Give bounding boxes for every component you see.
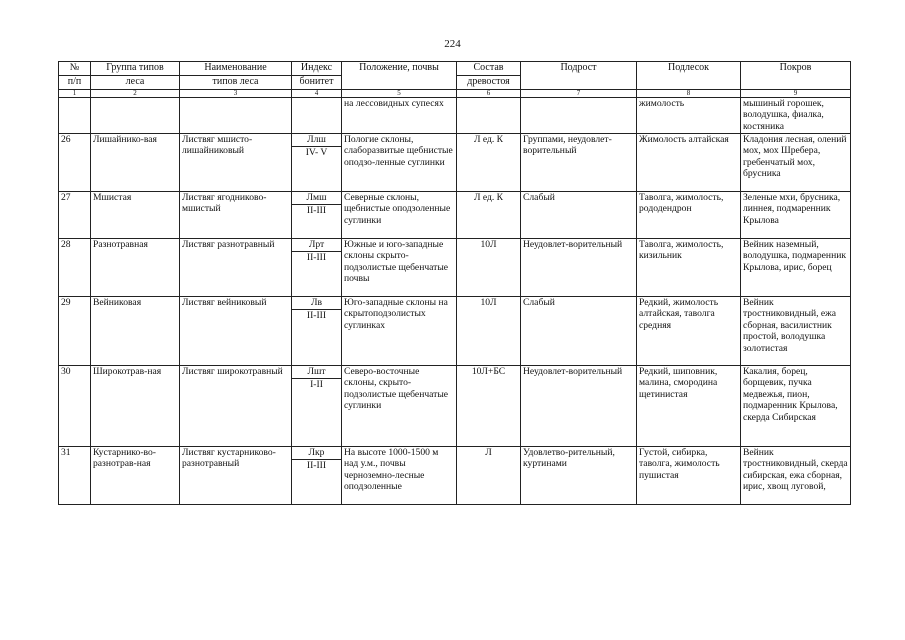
cell-regrowth: Группами, неудовлет-ворительный: [521, 134, 637, 192]
cell-position-soils: Северо-восточные склоны, скрыто-подзолистые щебенчатые суглинки: [342, 366, 457, 447]
cell-cover: Вейник тростниковидный, ежа сборная, василистник простой, володушка золотистая: [741, 297, 851, 366]
cell-index: Лкр: [292, 447, 342, 460]
cell-index: Лмш: [292, 192, 342, 205]
cell-type-name: Листвяг вейниковый: [180, 297, 292, 366]
cell-undergrowth: Редкий, жимолость алтайская, таволга средняя: [637, 297, 741, 366]
cell-undergrowth: Таволга, жимолость, рододендрон: [637, 192, 741, 239]
cell-position-soils: Пологие склоны, слаборазвитые щебнистые оподзо-ленные суглинки: [342, 134, 457, 192]
cell-index: Ллш: [292, 134, 342, 147]
cell-cover: Зеленые мхи, брусника, линнея, подмаренник Крылова: [741, 192, 851, 239]
header-group-line2: леса: [91, 76, 180, 90]
cell-position-soils: Южные и юго-западные склоны скрыто-подзолистые щебенчатые почвы: [342, 239, 457, 297]
header-index: Индекс: [292, 62, 342, 76]
column-number: 2: [91, 90, 180, 98]
column-number: 9: [741, 90, 851, 98]
cell-undergrowth: Редкий, шиповник, малина, смородина щетинистая: [637, 366, 741, 447]
cell-index: Лрт: [292, 239, 342, 252]
header-type-name-line2: типов леса: [180, 76, 292, 90]
cell-composition: 10Л: [457, 297, 521, 366]
continuation-row: [59, 98, 851, 134]
cell-bonitet: II-III: [292, 252, 342, 297]
column-number: 5: [342, 90, 457, 98]
cell-num: 28: [59, 239, 91, 297]
column-number: 8: [637, 90, 741, 98]
cell-type-name: Листвяг ягодниково-мшистый: [180, 192, 292, 239]
cell-position-soils: на лессовидных супесях: [342, 98, 457, 134]
cell-undergrowth: Таволга, жимолость, кизильник: [637, 239, 741, 297]
cell-undergrowth: жимолость: [637, 98, 741, 134]
header-num-line2: п/п: [59, 76, 91, 90]
cell-position-soils: Северные склоны, щебнистые оподзоленные суглинки: [342, 192, 457, 239]
cell-composition: Л ед. К: [457, 192, 521, 239]
cell-type-name: Листвяг кустарниково-разнотравный: [180, 447, 292, 505]
cell-num: 29: [59, 297, 91, 366]
cell-cover: Вейник тростниковидный, скерда сибирская, ежа сборная, ирис, хвощ луговой,: [741, 447, 851, 505]
cell-regrowth: Неудовлет-ворительный: [521, 239, 637, 297]
cell-cover: мышиный горошек, володушка, фиалка, костяника: [741, 98, 851, 134]
cell-position-soils: Юго-западные склоны на скрытоподзолистых суглинках: [342, 297, 457, 366]
header-composition: Состав: [457, 62, 521, 76]
column-number: 6: [457, 90, 521, 98]
cell-regrowth: Неудовлет-ворительный: [521, 366, 637, 447]
forest-types-table: [58, 61, 851, 505]
header-cover: Покров: [741, 62, 851, 90]
column-number: 1: [59, 90, 91, 98]
cell-cover: Какалия, борец, борщевик, пучка медвежья, пион, подмаренник Крылова, скерда Сибирская: [741, 366, 851, 447]
cell-num: 27: [59, 192, 91, 239]
cell-bonitet: I-II: [292, 379, 342, 447]
cell-regrowth: Слабый: [521, 297, 637, 366]
cell-bonitet: IV- V: [292, 147, 342, 192]
table-row: [59, 297, 851, 310]
header-regrowth: Подрост: [521, 62, 637, 90]
cell-type-name: Листвяг широкотравный: [180, 366, 292, 447]
header-undergrowth: Подлесок: [637, 62, 741, 90]
page-number: 224: [444, 38, 461, 50]
table-row: [59, 366, 851, 379]
table-header: [59, 62, 851, 98]
header-group: Группа типов: [91, 62, 180, 76]
cell-bonitet: II-III: [292, 205, 342, 239]
cell-regrowth: Слабый: [521, 192, 637, 239]
table-row: [59, 239, 851, 252]
cell-undergrowth: Жимолость алтайская: [637, 134, 741, 192]
cell-group: Лишайнико-вая: [91, 134, 180, 192]
header-bonitet: бонитет: [292, 76, 342, 90]
cell-index: Лв: [292, 297, 342, 310]
cell-bonitet: II-III: [292, 460, 342, 505]
cell-composition: Л ед. К: [457, 134, 521, 192]
cell-cover: Вейник наземный, володушка, подмаренник Крылова, ирис, борец: [741, 239, 851, 297]
cell-regrowth: Удовлетво-рительный, куртинами: [521, 447, 637, 505]
column-number: 3: [180, 90, 292, 98]
cell-group: Широкотрав-ная: [91, 366, 180, 447]
header-composition-line2: древостоя: [457, 76, 521, 90]
cell-index: Лшт: [292, 366, 342, 379]
cell-group: Мшистая: [91, 192, 180, 239]
table-row: [59, 134, 851, 147]
cell-num: 30: [59, 366, 91, 447]
cell-group: Разнотравная: [91, 239, 180, 297]
cell-composition: Л: [457, 447, 521, 505]
cell-undergrowth: Густой, сибирка, таволга, жимолость пушистая: [637, 447, 741, 505]
cell-type-name: Листвяг мшисто-лишайниковый: [180, 134, 292, 192]
cell-group: Вейниковая: [91, 297, 180, 366]
cell-composition: 10Л: [457, 239, 521, 297]
cell-num: 31: [59, 447, 91, 505]
cell-group: Кустарнико-во-разнотрав-ная: [91, 447, 180, 505]
cell-bonitet: II-III: [292, 310, 342, 366]
table-row: [59, 447, 851, 460]
table-row: [59, 192, 851, 205]
column-number: 7: [521, 90, 637, 98]
table-body: [59, 98, 851, 505]
cell-type-name: Листвяг разнотравный: [180, 239, 292, 297]
cell-position-soils: На высоте 1000-1500 м над у.м., почвы черноземно-лесные оподзоленные: [342, 447, 457, 505]
header-type-name: Наименование: [180, 62, 292, 76]
column-number: 4: [292, 90, 342, 98]
cell-num: 26: [59, 134, 91, 192]
cell-cover: Кладония лесная, олений мох, мох Шребера, гребенчатый мох, брусника: [741, 134, 851, 192]
cell-composition: 10Л+БС: [457, 366, 521, 447]
header-position-soils: Положение, почвы: [342, 62, 457, 90]
column-numbers-row: [59, 90, 851, 98]
header-num: №: [59, 62, 91, 76]
